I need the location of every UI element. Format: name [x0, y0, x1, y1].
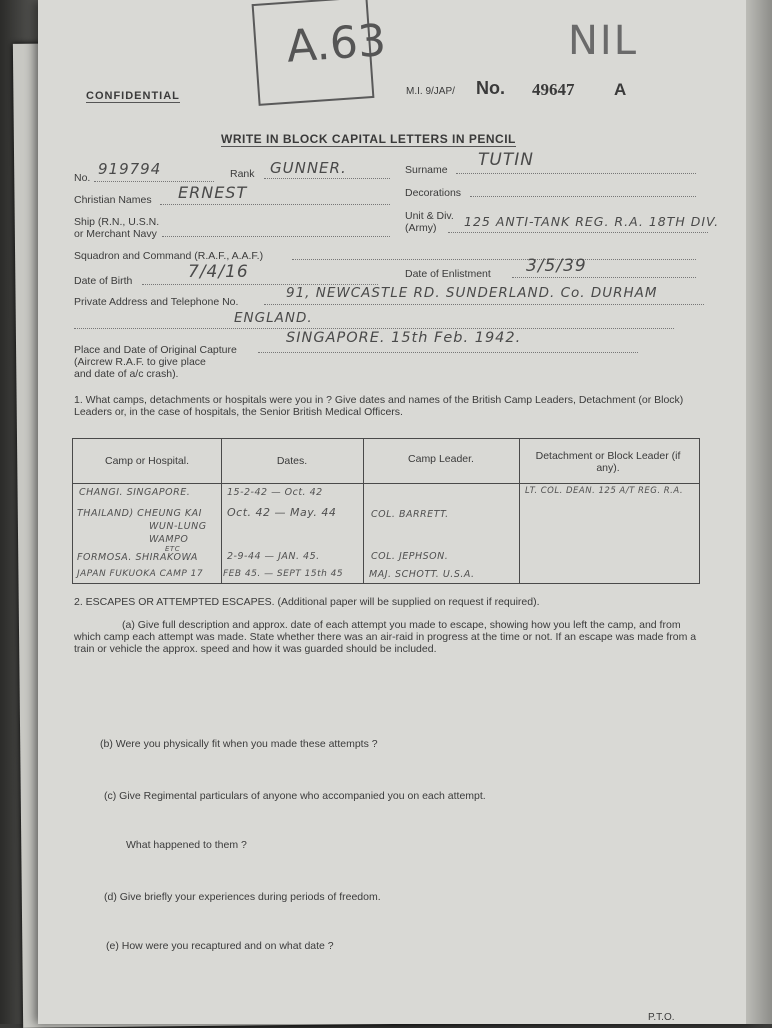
army-label: (Army) — [405, 222, 437, 234]
rank-label: Rank — [230, 168, 255, 180]
rank-value: GUNNER. — [270, 159, 347, 177]
question-2b: (b) Were you physically fit when you made these attempts ? — [100, 738, 378, 750]
table-row-7-camp: JAPAN FUKUOKA CAMP 17 — [77, 569, 204, 579]
ship-label: Ship (R.N., U.S.N. — [74, 216, 160, 228]
table-row-7-leader: MAJ. SCHOTT. U.S.A. — [369, 569, 475, 580]
question-2c-sub: What happened to them ? — [126, 839, 247, 851]
table-row-1-detachment: LT. COL. DEAN. 125 A/T REG. R.A. — [525, 486, 684, 496]
address-value-line2: ENGLAND. — [234, 310, 313, 326]
service-no-label: No. — [74, 172, 91, 184]
dob-label: Date of Birth — [74, 275, 133, 287]
merchant-navy-label: or Merchant Navy — [74, 228, 157, 240]
table-row-3-camp: WUN-LUNG — [149, 521, 207, 532]
question-2d: (d) Give briefly your experiences during periods of freedom. — [104, 891, 381, 903]
capture-label: Place and Date of Original Capture — [74, 344, 237, 356]
table-header-camp-leader: Camp Leader. — [408, 453, 474, 465]
decorations-label: Decorations — [405, 187, 462, 199]
christian-names-label: Christian Names — [74, 194, 152, 206]
table-row-1-camp: CHANGI. SINGAPORE. — [79, 487, 191, 498]
question-2e: (e) How were you recaptured and on what date ? — [106, 940, 334, 952]
document-number: 49647 — [532, 80, 575, 99]
table-row-5-camp: ETC — [165, 545, 181, 553]
table-row-2-camp: THAILAND) CHEUNG KAI — [77, 508, 202, 519]
christian-names-value: ERNEST — [178, 183, 248, 202]
table-row-6-camp: FORMOSA. SHIRAKOWA — [77, 552, 198, 563]
unit-value: 125 ANTI-TANK REG. R.A. 18TH DIV. — [464, 214, 720, 229]
table-row-2-dates: Oct. 42 — May. 44 — [227, 506, 337, 519]
squadron-label: Squadron and Command (R.A.F., A.A.F.) — [74, 250, 264, 262]
table-row-6-leader: COL. JEPHSON. — [371, 551, 449, 562]
stamp-number: A.63 — [284, 14, 388, 73]
document-page — [38, 0, 754, 1024]
surname-label: Surname — [405, 164, 448, 176]
registry-stamp — [252, 0, 388, 106]
table-row-7-dates: FEB 45. — SEPT 15th 45 — [223, 569, 344, 579]
camps-table — [72, 438, 700, 584]
address-label: Private Address and Telephone No. — [74, 296, 239, 308]
capture-aircrew-label: (Aircrew R.A.F. to give place — [74, 356, 206, 368]
enlistment-label: Date of Enlistment — [405, 268, 491, 280]
enlistment-value: 3/5/39 — [526, 256, 587, 276]
table-header-camp: Camp or Hospital. — [104, 455, 190, 467]
address-value-line1: 91, NEWCASTLE RD. SUNDERLAND. Co. DURHAM — [286, 285, 658, 301]
question-1: 1. What camps, detachments or hospitals were you in ? Give dates and names of the British Camp Leaders, Detachment (or Block) Leaders or, in the case of hospitals, the Senior British Medical Officers. — [74, 394, 684, 418]
question-2c: (c) Give Regimental particulars of anyone who accompanied you on each attempt. — [104, 790, 486, 802]
unit-label: Unit & Div. — [405, 210, 454, 222]
document-suffix: A — [614, 80, 627, 99]
dob-value: 7/4/16 — [188, 262, 249, 282]
mi-reference: M.I. 9/JAP/ — [406, 86, 455, 97]
question-2a: (a) Give full description and approx. date of each attempt you made to escape, showing how you left the camp, and from which camp each attempt was made. State whether there was an air-raid in progress at the time or not. If an escape was made from a train or vehicle the approx. speed and how it was guarded should be included. — [74, 619, 697, 655]
please-turn-over: P.T.O. — [648, 1012, 675, 1023]
table-row-2-leader: COL. BARRETT. — [371, 509, 449, 520]
service-no-value: 919794 — [98, 160, 162, 178]
surname-value: TUTIN — [478, 150, 534, 170]
confidential-label: CONFIDENTIAL — [86, 90, 180, 102]
page-edge — [746, 0, 772, 1024]
table-row-4-camp: WAMPO — [149, 534, 189, 545]
number-label: No. — [476, 78, 505, 98]
form-instruction: WRITE IN BLOCK CAPITAL LETTERS IN PENCIL — [221, 132, 516, 146]
table-header-detachment: Detachment or Block Leader (if any). — [535, 450, 681, 474]
table-header-dates: Dates. — [276, 455, 308, 467]
table-row-6-dates: 2-9-44 — JAN. 45. — [227, 551, 320, 562]
capture-crash-label: and date of a/c crash). — [74, 368, 179, 380]
question-2: 2. ESCAPES OR ATTEMPTED ESCAPES. (Additional paper will be supplied on request if required). — [74, 596, 540, 608]
table-row-1-dates: 15-2-42 — Oct. 42 — [227, 487, 323, 498]
capture-value: SINGAPORE. 15th Feb. 1942. — [286, 330, 522, 346]
handwritten-nil: NIL — [568, 18, 639, 64]
